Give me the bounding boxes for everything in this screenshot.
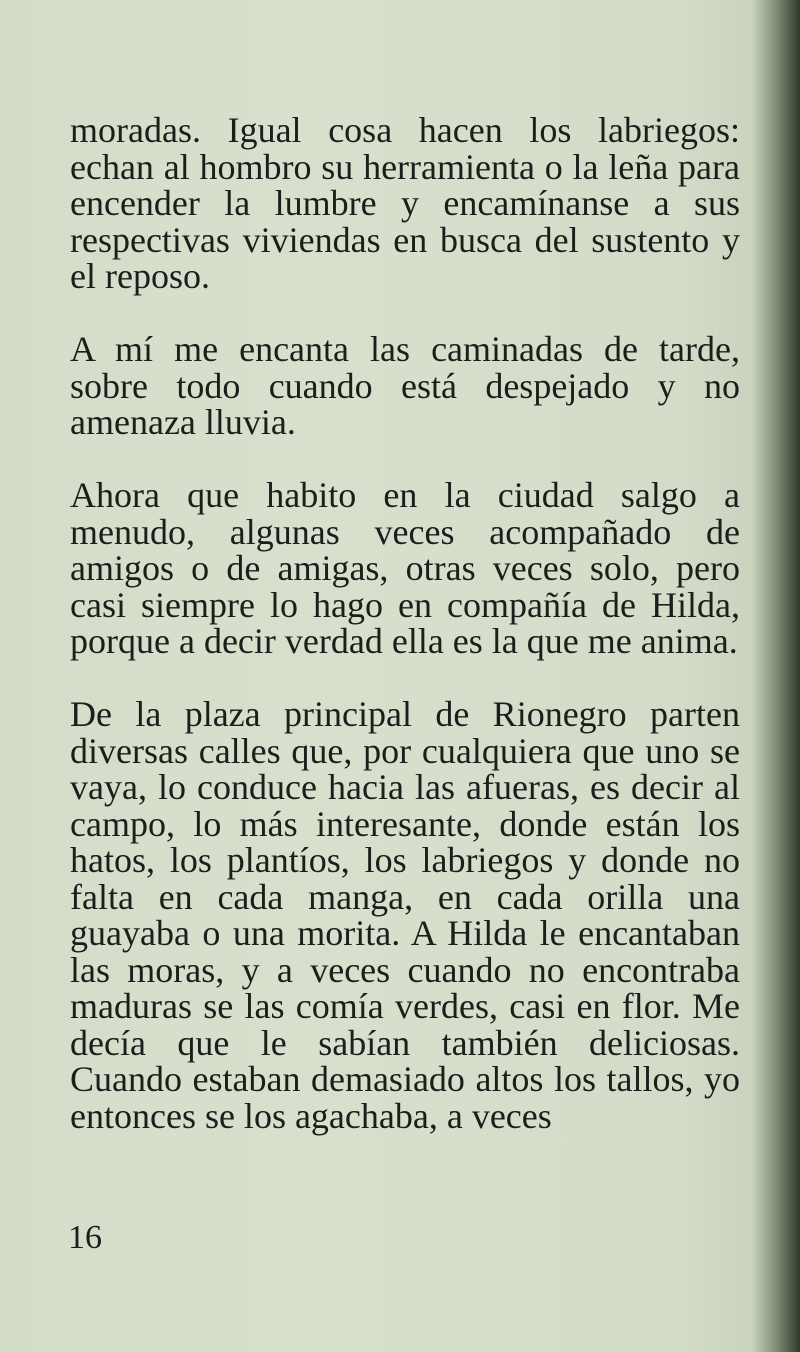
paragraph-1: moradas. Igual cosa hacen los labriegos: echan al hombro su herramienta o la leña para encender la lumbre y encamínanse a sus respectivas viviendas en busca del sustento y el reposo. [70,110,740,296]
paragraph-3: Ahora que habito en la ciudad salgo a menudo, algunas veces acompañado de amigos o de amigas, otras veces solo, pero casi siempre lo hago en compañía de Hilda, porque a decir verdad ella es la que me anima. [70,475,740,661]
body-text [70,112,740,1171]
paragraph-4: De la plaza principal de Rionegro parten diversas calles que, por cualquiera que uno se vaya, lo conduce hacia las afueras, es decir al campo, lo más interesante, donde están los hatos, los plantíos, los labriegos y donde no falta en cada manga, en cada orilla una guayaba o una morita. A Hilda le encantaban las moras, y a veces cuando no encontraba maduras se las comía verdes, casi en flor. Me decía que le sabían también deliciosas. Cuando estaban demasiado altos los tallos, yo entonces se los agachaba, a veces [70,694,740,1136]
paragraph-2: A mí me encanta las caminadas de tarde, sobre todo cuando está despejado y no amenaza lluvia. [70,329,740,442]
page-number: 16 [68,1219,102,1256]
